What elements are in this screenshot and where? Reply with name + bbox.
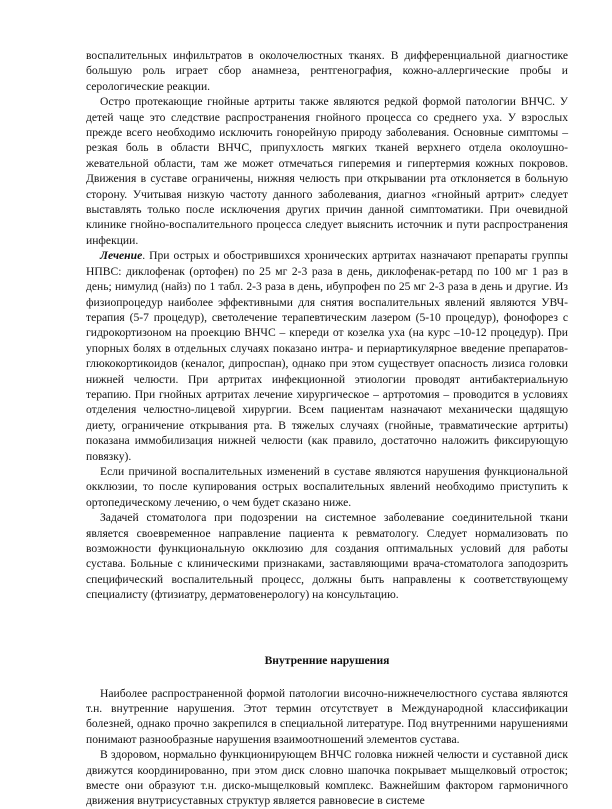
paragraph-treatment	[86, 248, 568, 464]
paragraph-disc-condyle-complex: В здоровом, нормально функционирующем ВНЧС головка нижней челюсти и суставной диск движутся координированно, при этом диск словно шапочка покрывает мыщелковый отросток; вместе они образуют т.н. диско-мыщелковый комплекс. Важнейшим фактором гармоничного движения внутрисуставных структур является равновесие в системе	[86, 748, 568, 808]
spacer	[86, 668, 568, 686]
paragraph-purulent-arthritis: Остро протекающие гнойные артриты также являются редкой формой патологии ВНЧС. У детей чаще это следствие распространения гнойного процесса со среднего уха. У взрослых прежде всего необходимо исключить гонорейную природу заболевания. Основные симптомы – резкая боль в области ВНЧС, припухлость мягких тканей верхнего отдела околоушно-жевательной области, там же может отмечаться гиперемия и гипертермия кожных покровов. Движения в суставе ограничены, нижняя челюсть при открывании рта отклоняется в больную сторону. Учитывая низкую частоту данного заболевания, диагноз «гнойный артрит» следует выставлять только после исключения других причин данной симптоматики. При очевидной клинике гнойно-воспалительного процесса следует выяснить источник и пути распространения инфекции.	[86, 95, 568, 247]
page-content	[86, 48, 568, 809]
treatment-text: . При острых и обострившихся хронических артритах назначают препараты группы НПВС: диклофенак (ортофен) по 25 мг 2-3 раза в день, диклофенак-ретард по 100 мг 1 раз в день; нимулид (найз) по 1 табл. 2-3 раза в день, ибупрофен по 25 мг 2-3 раза в день и другие. Из физиопроцедур наиболее эффективными для снятия воспалительных явлений являются УВЧ-терапия (5-7 процедур), светолечение терапевтическим лазером (5-10 процедур), фонофорез с гидрокортизоном на проекцию ВНЧС – кпереди от козелка уха (на курс –10-12 процедур). При упорных болях в отдельных случаях показано интра- и периартикулярное введение препаратов-глюкокортикоидов (кеналог, дипроспан), однако при этом существует опасность лизиса головки нижней челюсти. При артритах инфекционной этиологии проводят антибактериальную терапию. При гнойных артритах лечение хирургическое – артротомия – проводится в условиях отделения челюстно-лицевой хирургии. Всем пациентам назначают механически щадящую диету, ограничение открывания рта. В тяжелых случаях (гнойные, травматические артриты) показана иммобилизация нижней челюсти (как правило, достаточно наложить фиксирующую повязку).	[86, 249, 568, 463]
paragraph-internal-disorders-definition: Наиболее распространенной формой патологии височно-нижнечелюстного сустава являются т.н. внутренние нарушения. Этот термин отсутствует в Международной классификации болезней, однако прочно закрепился в специальной литературе. Под внутренними нарушениями понимают разнообразные нарушения взаимоотношений элементов сустава.	[86, 686, 568, 746]
paragraph-orthopedic-treatment: Если причиной воспалительных изменений в суставе являются нарушения функциональной окклюзии, то после купирования острых воспалительных явлений необходимо приступить к ортопедическому лечению, о чем будет сказано ниже.	[86, 464, 568, 509]
section-heading-internal-disorders: Внутренние нарушения	[264, 653, 390, 667]
paragraph-differential-diagnosis: воспалительных инфильтратов в околочелюстных тканях. В дифференциальной диагностике большую роль играет сбор анамнеза, рентгенография, кожно-аллергические пробы и серологические реакции.	[86, 49, 568, 93]
paragraph-dentist-task: Задачей стоматолога при подозрении на системное заболевание соединительной ткани является своевременное направление пациента к ревматологу. Следует нормализовать по возможности функциональную окклюзию для создания оптимальных условий для работы сустава. Больные с клиническими признаками, заставляющими врача-стоматолога заподозрить специфический воспалительный процесс, должны быть направлены к соответствующему специалисту (фтизиатру, дерматовенерологу) на консультацию.	[86, 511, 568, 602]
treatment-label: Лечение	[100, 249, 143, 263]
spacer	[86, 603, 568, 653]
